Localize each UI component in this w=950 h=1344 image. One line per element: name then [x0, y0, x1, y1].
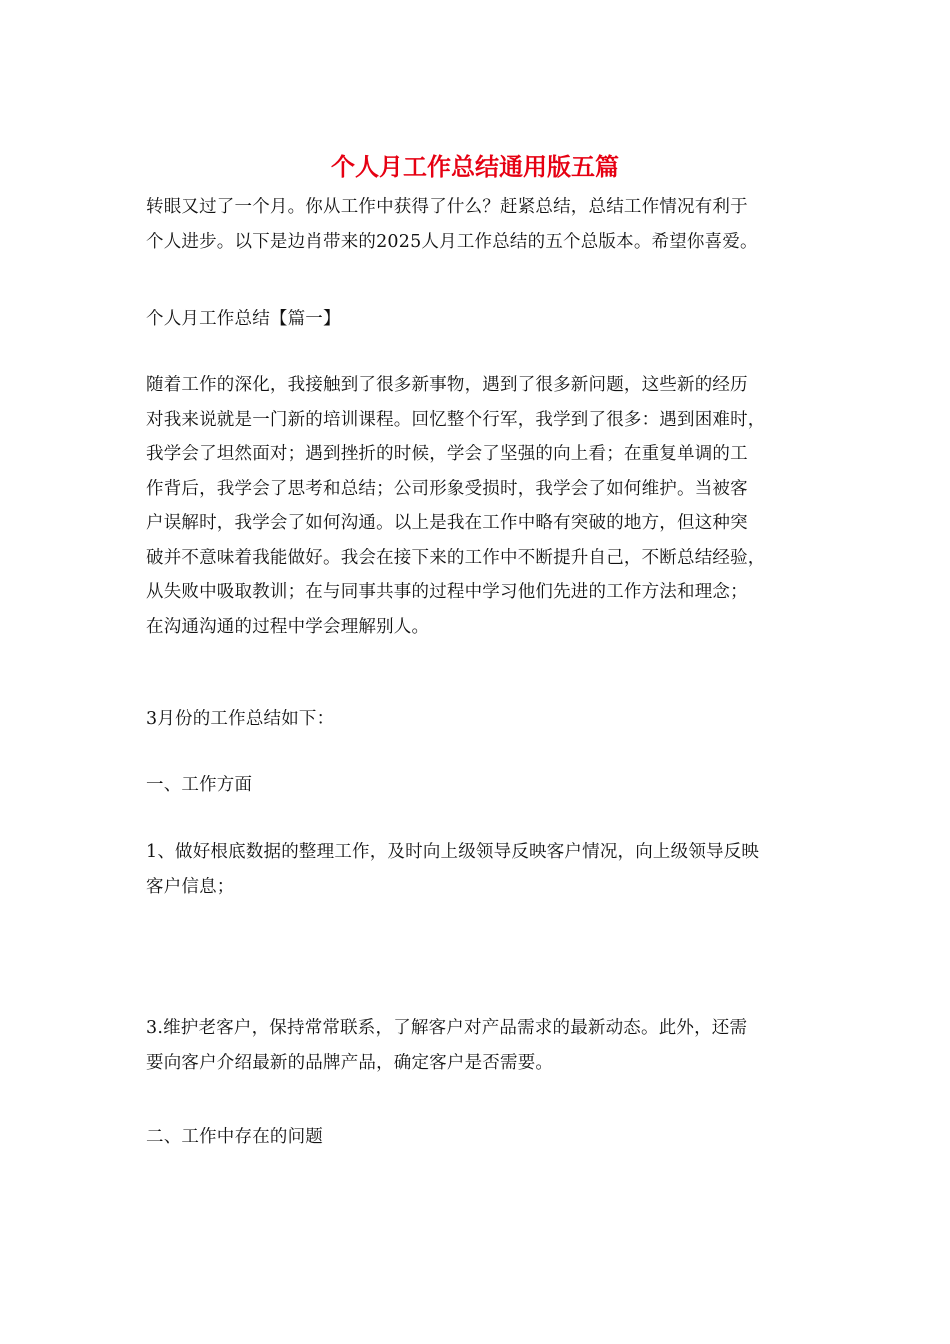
body-line: 从失败中吸取教训；在与同事共事的过程中学习他们先进的工作方法和理念；: [146, 582, 748, 602]
section-heading-text: 个人月工作总结【篇一】: [146, 309, 341, 329]
body-line: 户误解时，我学会了如何沟通。以上是我在工作中略有突破的地方，但这种突: [146, 513, 748, 533]
list-item-3: [146, 1011, 810, 1080]
intro-line: 个人进步。以下是边肖带来的2025人月工作总结的五个总版本。希望你喜爱。: [146, 231, 758, 252]
march-summary: [146, 702, 810, 737]
body-line: 我学会了坦然面对；遇到挫折的时候，学会了坚强的向上看；在重复单调的工: [146, 444, 748, 464]
body-line: 在沟通沟通的过程中学会理解别人。: [146, 616, 430, 637]
body-line: 破并不意味着我能做好。我会在接下来的工作中不断提升自己，不断总结经验，: [146, 547, 766, 568]
section-heading: [146, 302, 810, 337]
list-item-line: 1、做好根底数据的整理工作，及时向上级领导反映客户情况，向上级领导反映: [146, 842, 760, 862]
part-one-heading-text: 一、工作方面: [146, 775, 253, 795]
body-line: 作背后，我学会了思考和总结；公司形象受损时，我学会了如何维护。当被客: [146, 478, 748, 499]
list-item-line: 3.维护老客户，保持常常联系，了解客户对产品需求的最新动态。此外，还需: [146, 1018, 748, 1038]
part-two-heading-text: 二、工作中存在的问题: [146, 1127, 323, 1147]
body-paragraph: [146, 368, 810, 644]
part-one-heading: [146, 768, 810, 803]
march-summary-text: 3月份的工作总结如下：: [146, 709, 335, 729]
intro-paragraph: [146, 190, 810, 259]
list-item-1: [146, 835, 810, 904]
document-title: 个人月工作总结通用版五篇: [331, 152, 619, 181]
list-item-line: 要向客户介绍最新的品牌产品，确定客户是否需要。: [146, 1052, 554, 1073]
body-line: 随着工作的深化，我接触到了很多新事物，遇到了很多新问题，这些新的经历: [146, 375, 748, 395]
body-line: 对我来说就是一门新的培训课程。回忆整个行军，我学到了很多：遇到困难时，: [146, 409, 766, 430]
intro-line: 转眼又过了一个月。你从工作中获得了什么？赶紧总结，总结工作情况有利于: [146, 197, 748, 217]
list-item-line: 客户信息；: [146, 876, 235, 897]
part-two-heading: [146, 1120, 810, 1155]
